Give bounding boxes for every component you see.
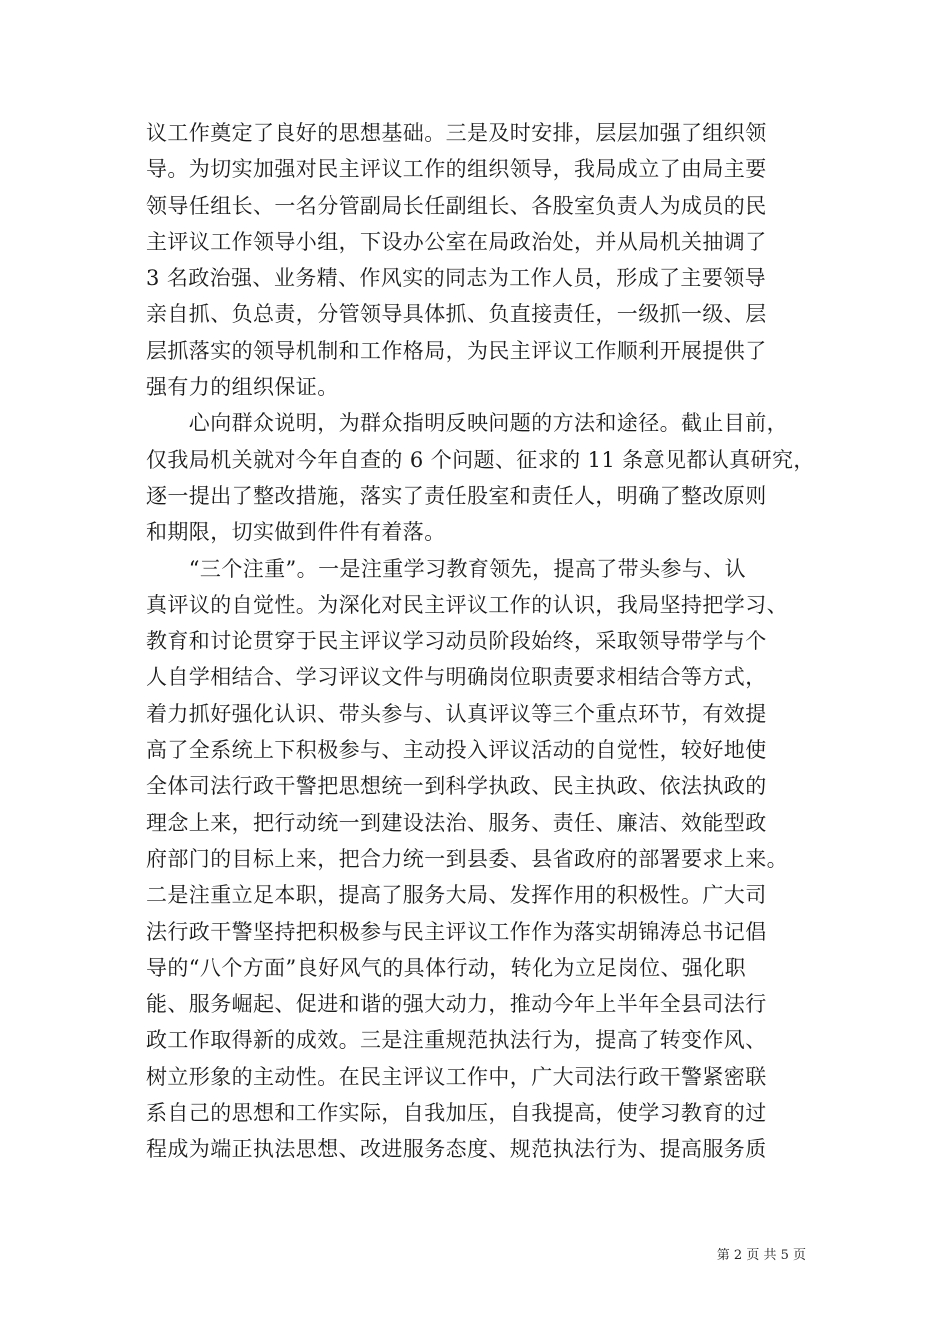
text-line: 层抓落实的领导机制和工作格局，为民主评议工作顺利开展提供了 <box>146 338 767 363</box>
text-line: 二是注重立足本职，提高了服务大局、发挥作用的积极性。广大司 <box>146 883 767 908</box>
body-text <box>146 115 826 1168</box>
text-line: 全体司法行政干警把思想统一到科学执政、民主执政、依法执政的 <box>146 774 767 799</box>
text-line: 高了全系统上下积极参与、主动投入评议活动的自觉性，较好地使 <box>146 738 767 763</box>
page-number: 第 2 页 共 5 页 <box>716 1248 806 1263</box>
text-line: 理念上来，把行动统一到建设法治、服务、责任、廉洁、效能型政 <box>146 810 767 835</box>
text-line: 逐一提出了整改措施，落实了责任股室和责任人，明确了整改原则 <box>146 483 767 508</box>
text-line: 亲自抓、负总责，分管领导具体抓、负直接责任，一级抓一级、层 <box>146 302 767 327</box>
text-line: 能、服务崛起、促进和谐的强大动力，推动今年上半年全县司法行 <box>146 992 767 1017</box>
text-line: 法行政干警坚持把积极参与民主评议工作作为落实胡锦涛总书记倡 <box>146 919 767 944</box>
text-line: 领导任组长、一名分管副局长任副组长、各股室负责人为成员的民 <box>146 193 767 218</box>
text-line: 程成为端正执法思想、改进服务态度、规范执法行为、提高服务质 <box>146 1137 767 1162</box>
text-line: 导的“八个方面”良好风气的具体行动，转化为立足岗位、强化职 <box>146 955 747 980</box>
text-line: 树立形象的主动性。在民主评议工作中，广大司法行政干警紧密联 <box>146 1064 767 1089</box>
text-line: 真评议的自觉性。为深化对民主评议工作的认识，我局坚持把学习、 <box>146 592 788 617</box>
text-line: 强有力的组织保证。 <box>146 375 339 400</box>
text-line: 心向群众说明，为群众指明反映问题的方法和途径。截止目前， <box>146 411 788 436</box>
text-line: 着力抓好强化认识、带头参与、认真评议等三个重点环节，有效提 <box>146 701 767 726</box>
text-line: 议工作奠定了良好的思想基础。三是及时安排，层层加强了组织领 <box>146 121 767 145</box>
text-line: 人自学相结合、学习评议文件与明确岗位职责要求相结合等方式， <box>146 665 767 690</box>
text-line: 3 名政治强、业务精、作风实的同志为工作人员，形成了主要领导 <box>146 266 767 291</box>
text-line: 和期限，切实做到件件有着落。 <box>146 520 446 545</box>
text-line: “三个注重”。一是注重学习教育领先，提高了带头参与、认 <box>146 556 747 581</box>
text-line: 仅我局机关就对今年自查的 6 个问题、征求的 11 条意见都认真研究， <box>146 447 815 472</box>
text-line: 政工作取得新的成效。三是注重规范执法行为，提高了转变作风、 <box>146 1028 767 1053</box>
text-line: 系自己的思想和工作实际，自我加压，自我提高，使学习教育的过 <box>146 1101 767 1126</box>
text-line: 教育和讨论贯穿于民主评议学习动员阶段始终，采取领导带学与个 <box>146 629 767 654</box>
text-line: 导。为切实加强对民主评议工作的组织领导，我局成立了由局主要 <box>146 157 767 182</box>
text-line: 府部门的目标上来，把合力统一到县委、县省政府的部署要求上来。 <box>146 846 788 871</box>
text-line: 主评议工作领导小组，下设办公室在局政治处，并从局机关抽调了 <box>146 229 767 254</box>
